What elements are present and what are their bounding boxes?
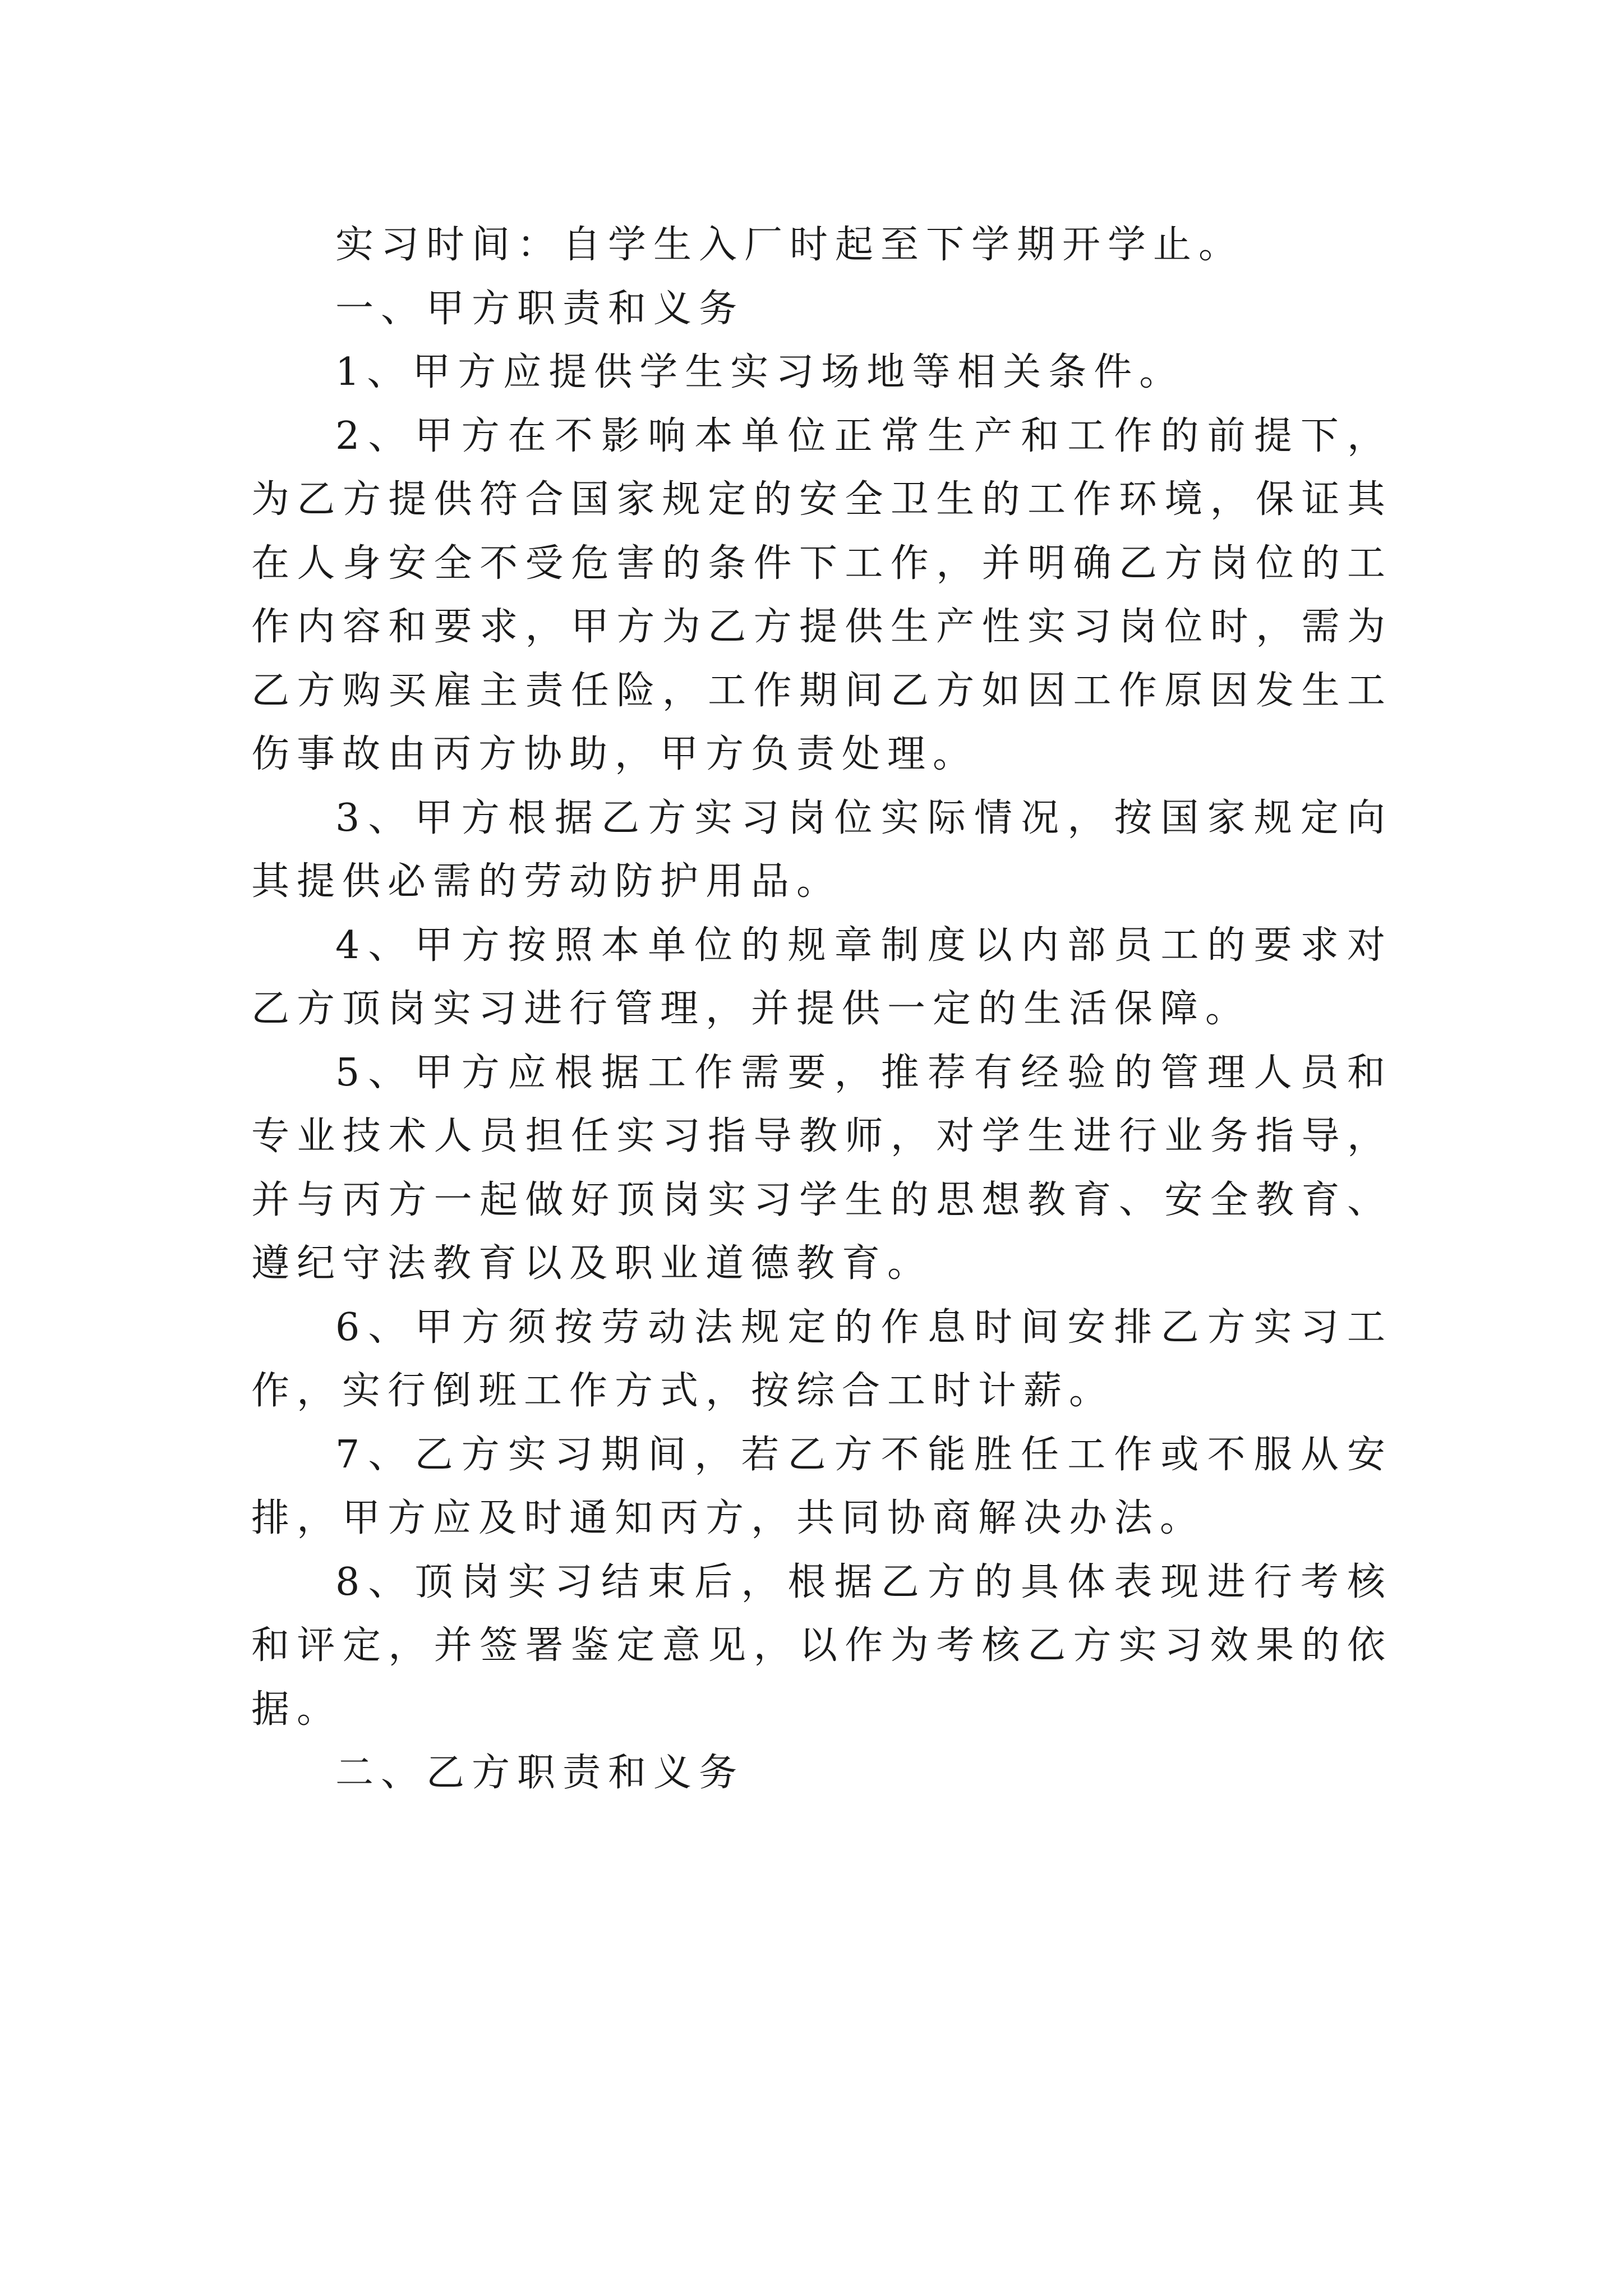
paragraph-internship-period: 实习时间：自学生入厂时起至下学期开学止。 xyxy=(335,223,1244,267)
paragraph-clause-a8: 8、顶岗实习结束后，根据乙方的具体表现进行考核和评定，并签署鉴定意见，以作为考核乙方实习效果的依据。 xyxy=(251,1559,1393,1732)
paragraph-clause-a4: 4、甲方按照本单位的规章制度以内部员工的要求对乙方顶岗实习进行管理，并提供一定的生活保障。 xyxy=(251,923,1393,1031)
heading-party-a-duties: 一、甲方职责和义务 xyxy=(335,286,745,331)
paragraph-clause-a2: 2、甲方在不影响本单位正常生产和工作的前提下，为乙方提供符合国家规定的安全卫生的工作环境，保证其在人身安全不受危害的条件下工作，并明确乙方岗位的工作内容和要求，甲方为乙方提供生产性实习岗位时，需为乙方购买雇主责任险，工作期间乙方如因工作原因发生工伤事故由丙方协助，甲方负责处理。 xyxy=(251,413,1393,776)
document-body xyxy=(251,213,1393,1805)
heading-party-b-duties: 二、乙方职责和义务 xyxy=(335,1751,745,1795)
paragraph-clause-a5: 5、甲方应根据工作需要，推荐有经验的管理人员和专业技术人员担任实习指导教师，对学生进行业务指导，并与丙方一起做好顶岗实习学生的思想教育、安全教育、遵纪守法教育以及职业道德教育。 xyxy=(251,1050,1393,1286)
paragraph-clause-a6: 6、甲方须按劳动法规定的作息时间安排乙方实习工作，实行倒班工作方式，按综合工时计薪。 xyxy=(251,1305,1393,1413)
paragraph-clause-a1: 1、甲方应提供学生实习场地等相关条件。 xyxy=(335,350,1185,394)
paragraph-clause-a3: 3、甲方根据乙方实习岗位实际情况，按国家规定向其提供必需的劳动防护用品。 xyxy=(251,795,1393,904)
paragraph-clause-a7: 7、乙方实习期间，若乙方不能胜任工作或不服从安排，甲方应及时通知丙方，共同协商解决办法。 xyxy=(251,1432,1393,1540)
